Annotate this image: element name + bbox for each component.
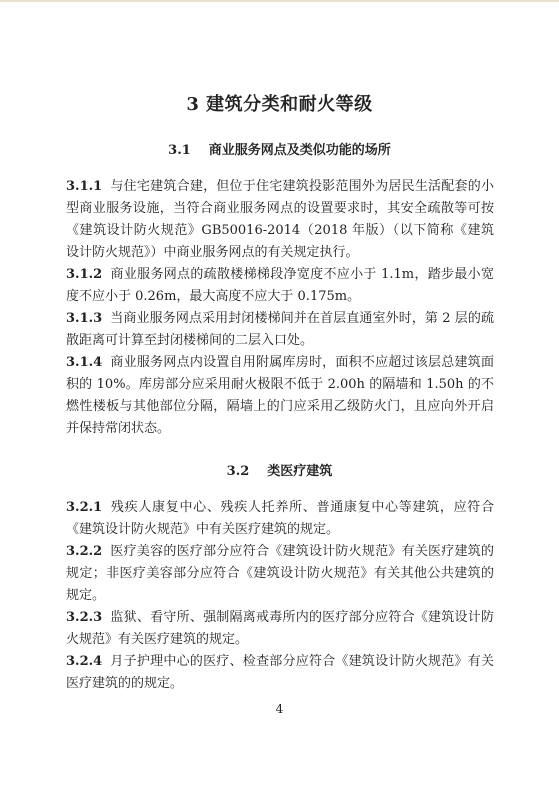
clause-3-2-3 <box>66 607 494 651</box>
clause-text: 与住宅建筑合建，但位于住宅建筑投影范围外为居民生活配套的小型商业服务设施，当符合商业服务网点的设置要求时，其安全疏散等可按《建筑设计防火规范》GB50016-2014（2018 年版）（以下简称《建筑设计防火规范》）中商业服务网点的有关规定执行。 <box>66 179 494 260</box>
section-title-text: 类医疗建筑 <box>267 464 333 479</box>
section-title-3-1 <box>0 139 559 158</box>
clause-3-2-4 <box>66 651 494 695</box>
clause-text: 月子护理中心的医疗、检查部分应符合《建筑设计防火规范》有关医疗建筑的的规定。 <box>66 654 494 691</box>
page-number: 4 <box>275 702 284 716</box>
clause-number: 3.1.1 <box>66 179 103 194</box>
section-title-text: 商业服务网点及类似功能的场所 <box>208 143 391 158</box>
clause-number: 3.1.3 <box>66 311 103 326</box>
clause-number: 3.2.1 <box>66 500 103 515</box>
clause-3-1-3 <box>66 308 494 352</box>
clause-text: 当商业服务网点采用封闭楼梯间并在首层直通室外时，第 2 层的疏散距离可计算至封闭楼梯间的二层入口处。 <box>66 311 494 348</box>
top-border-line <box>0 0 559 2</box>
clause-3-2-2 <box>66 541 494 607</box>
clause-number: 3.2.3 <box>66 610 103 625</box>
clause-3-2-1 <box>66 497 494 541</box>
clause-number: 3.1.2 <box>66 267 103 282</box>
section-number: 3.2 <box>226 464 250 479</box>
clause-text: 残疾人康复中心、残疾人托养所、普通康复中心等建筑，应符合《建筑设计防火规范》中有关医疗建筑的规定。 <box>66 500 494 537</box>
section-number: 3.1 <box>168 143 191 158</box>
clause-number: 3.1.4 <box>66 355 103 370</box>
clause-3-1-2 <box>66 264 494 308</box>
clause-3-1-4 <box>66 352 494 440</box>
clause-number: 3.2.2 <box>66 544 103 559</box>
chapter-title-text: 建筑分类和耐火等级 <box>206 94 373 115</box>
chapter-title <box>0 90 559 116</box>
clause-text: 商业服务网点内设置自用附属库房时，面积不应超过该层总建筑面积的 10%。库房部分应采用耐火极限不低于 2.00h 的隔墙和 1.50h 的不燃性楼板与其他部位分隔，隔墙上的门应采用乙级防火门，且应向外开启并保持常闭状态。 <box>66 355 494 436</box>
clause-text: 医疗美容的医疗部分应符合《建筑设计防火规范》有关医疗建筑的规定；非医疗美容部分应符合《建筑设计防火规范》有关其他公共建筑的规定。 <box>66 544 494 603</box>
clause-text: 商业服务网点的疏散楼梯梯段净宽度不应小于 1.1m，踏步最小宽度不应小于 0.26m，最大高度不应大于 0.175m。 <box>66 267 494 304</box>
chapter-number: 3 <box>186 94 200 115</box>
clause-3-1-1 <box>66 176 494 264</box>
clause-number: 3.2.4 <box>66 654 103 669</box>
clause-text: 监狱、看守所、强制隔离戒毒所内的医疗部分应符合《建筑设计防火规范》有关医疗建筑的规定。 <box>66 610 494 647</box>
section-title-3-2 <box>0 460 559 479</box>
